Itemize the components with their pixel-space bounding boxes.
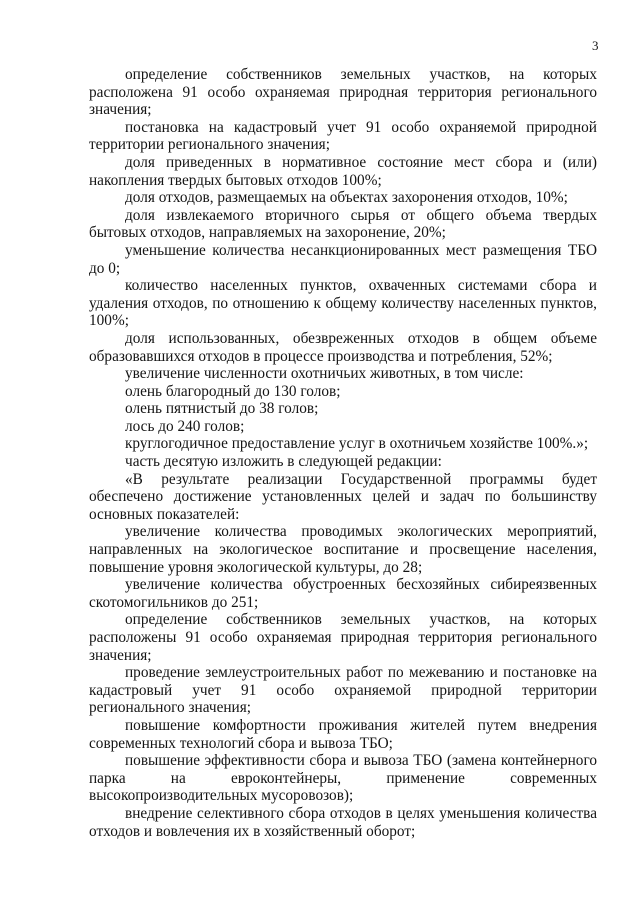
paragraph-12: лось до 240 голов; <box>125 417 245 435</box>
paragraph-20: повышение комфортности проживания жителей путем внедрения современных технологий сбора и вывоза ТБО; <box>89 716 597 752</box>
paragraph-2: постановка на кадастровый учет 91 особо охраняемой природной территории регионального значения; <box>89 118 597 154</box>
paragraph-13: круглогодичное предоставление услуг в охотничьем хозяйстве 100%.»; <box>125 435 589 453</box>
paragraph-8: доля использованных, обезвреженных отходов в общем объеме образовавшихся отходов в процессе производства и потребления, 52%; <box>89 329 597 365</box>
paragraph-5: доля извлекаемого вторичного сырья от общего объема твердых бытовых отходов, направляемых на захоронение, 20%; <box>89 206 597 242</box>
document-body <box>89 66 597 840</box>
paragraph-16: увеличение количества проводимых экологических мероприятий, направленных на экологическое воспитание и просвещение населения, повышение уровня экологической культуры, до 28; <box>89 523 597 576</box>
paragraph-18: определение собственников земельных участков, на которых расположены 91 особо охраняемая природная территория регионального значения; <box>89 611 597 664</box>
paragraph-21: повышение эффективности сбора и вывоза ТБО (замена контейнерного парка на евроконтейнеры, применение современных высокопроизводительных мусоровозов); <box>89 752 597 805</box>
paragraph-4: доля отходов, размещаемых на объектах захоронения отходов, 10%; <box>125 189 568 207</box>
paragraph-1: определение собственников земельных участков, на которых расположена 91 особо охраняемая природная территория регионального значения; <box>89 66 597 119</box>
paragraph-3: доля приведенных в нормативное состояние мест сбора и (или) накопления твердых бытовых отходов 100%; <box>89 153 597 189</box>
paragraph-11: олень пятнистый до 38 голов; <box>125 400 319 418</box>
paragraph-22: внедрение селективного сбора отходов в целях уменьшения количества отходов и вовлечения их в хозяйственный оборот; <box>89 804 597 840</box>
paragraph-14: часть десятую изложить в следующей редакции: <box>125 453 442 471</box>
paragraph-9: увеличение численности охотничьих животных, в том числе: <box>125 365 524 383</box>
paragraph-10: олень благородный до 130 голов; <box>125 382 341 400</box>
paragraph-17: увеличение количества обустроенных бесхозяйных сибиреязвенных скотомогильников до 251; <box>89 576 597 611</box>
paragraph-19: проведение землеустроительных работ по межеванию и постановке на кадастровый учет 91 особо охраняемой природной территории регионального значения; <box>89 664 597 717</box>
paragraph-15: «В результате реализации Государственной программы будет обеспечено достижение установленных целей и задач по большинству основных показателей: <box>89 470 597 523</box>
paragraph-6: уменьшение количества несанкционированных мест размещения ТБО до 0; <box>89 241 597 277</box>
paragraph-7: количество населенных пунктов, охваченных системами сбора и удаления отходов, по отношению к общему количеству населенных пунктов, 100%; <box>89 277 597 330</box>
page-number: 3 <box>592 38 599 53</box>
